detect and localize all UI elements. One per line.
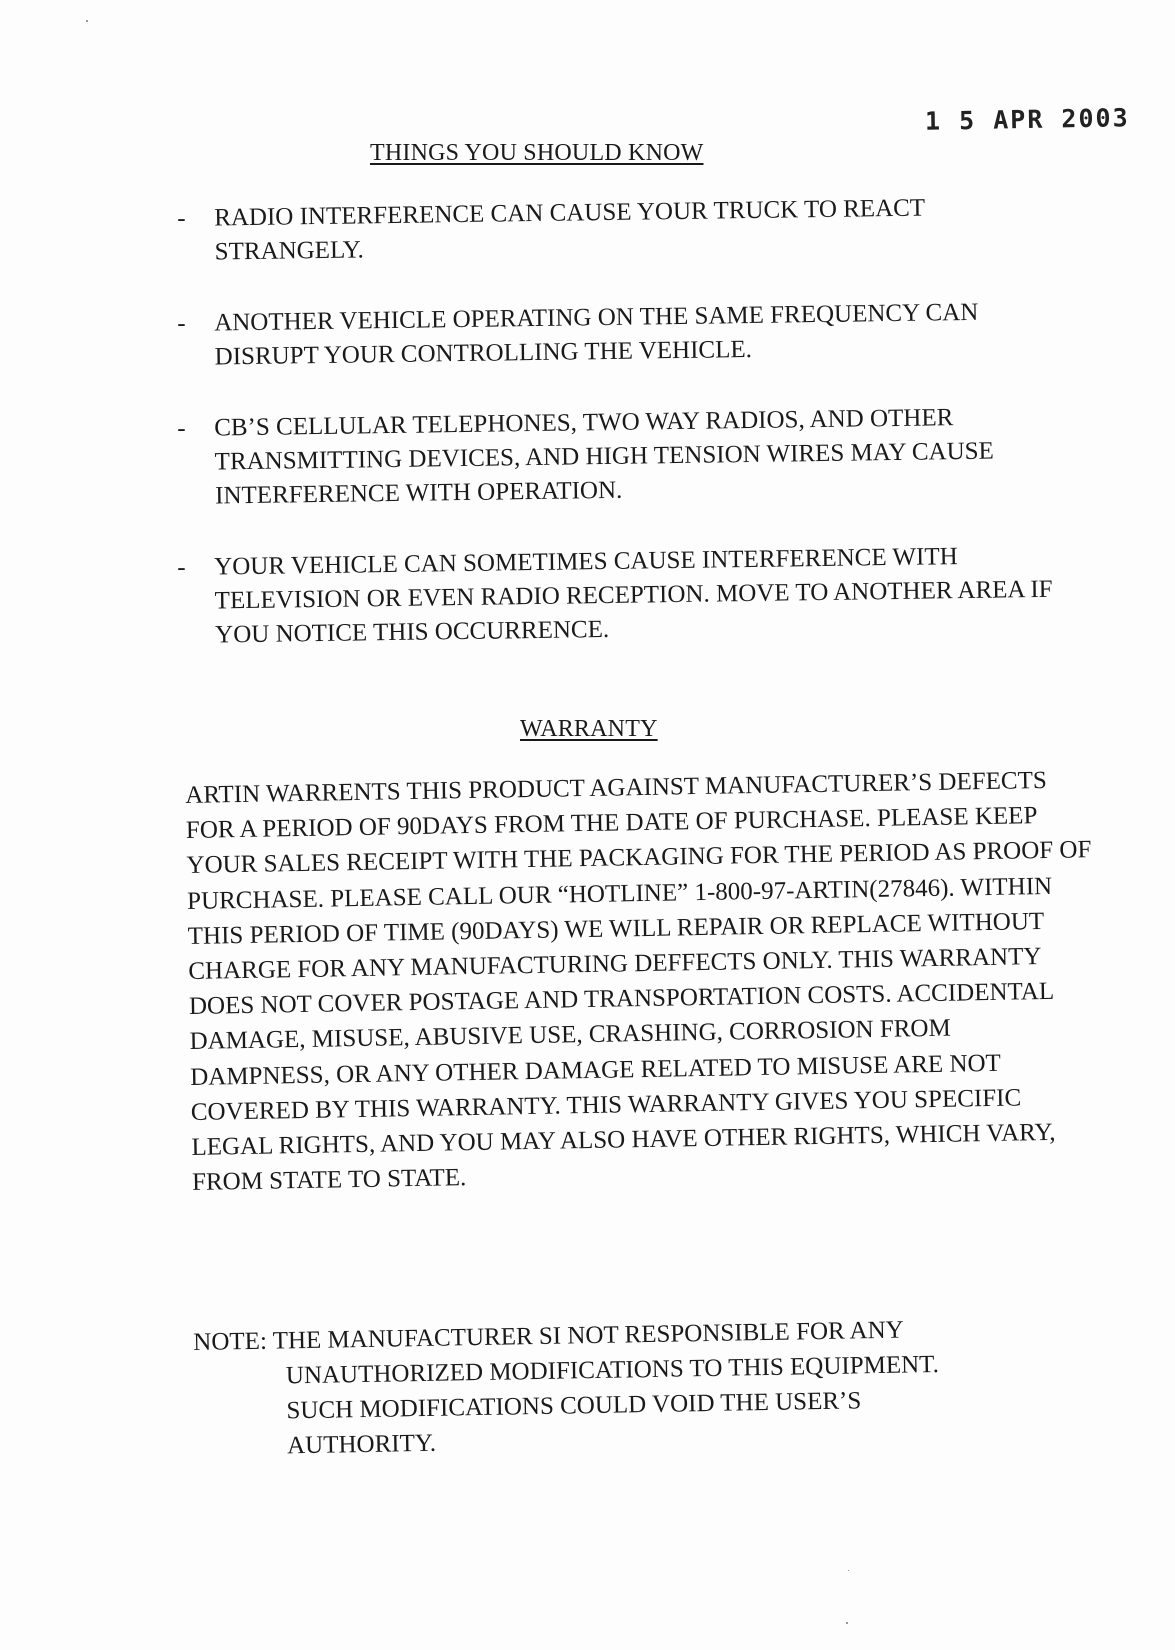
section-title-things-to-know: THINGS YOU SHOULD KNOW bbox=[370, 140, 704, 166]
list-item-text: ANOTHER VEHICLE OPERATING ON THE SAME FREQUENCY CAN DISRUPT YOUR CONTROLLING THE VEHICLE. bbox=[214, 298, 979, 371]
list-item-text: YOUR VEHICLE CAN SOMETIMES CAUSE INTERFERENCE WITH TELEVISION OR EVEN RADIO RECEPTION. MOVE TO ANOTHER AREA IF YOU NOTICE THIS OCCURRENCE. bbox=[214, 543, 1053, 649]
bullet-dash: - bbox=[177, 414, 186, 442]
bullet-dash: - bbox=[177, 204, 186, 232]
list-item bbox=[177, 538, 1108, 653]
note-first-line: THE MANUFACTURER SI NOT RESPONSIBLE FOR ANY bbox=[272, 1316, 904, 1355]
bullet-dash: - bbox=[177, 309, 186, 337]
list-item-text: RADIO INTERFERENCE CAN CAUSE YOUR TRUCK TO REACT STRANGELY. bbox=[214, 194, 925, 266]
warranty-paragraph: ARTIN WARRENTS THIS PRODUCT AGAINST MANUFACTURER’S DEFECTS FOR A PERIOD OF 90DAYS FROM THE DATE OF PURCHASE. PLEASE KEEP YOUR SALES RECEIPT WITH THE PACKAGING FOR THE PERIOD AS PROOF OF PURCHASE. PLEASE CALL OUR “HOTLINE” 1-800-97-ARTIN(27846). WITHIN THIS PERIOD OF TIME (90DAYS) WE WILL REPAIR OR REPLACE WITHOUT CHARGE FOR ANY MANUFACTURING DEFFECTS ONLY. THIS WARRANTY DOES NOT COVER POSTAGE AND TRANSPORTATION COSTS. ACCIDENTAL DAMAGE, MISUSE, ABUSIVE USE, CRASHING, CORROSION FROM DAMPNESS, OR ANY OTHER DAMAGE RELATED TO MISUSE ARE NOT COVERED BY THIS WARRANTY. THIS WARRANTY GIVES YOU SPECIFIC LEGAL RIGHTS, AND YOU MAY ALSO HAVE OTHER RIGHTS, WHICH VARY, FROM STATE TO STATE. bbox=[185, 766, 1092, 1197]
note-continuation: UNAUTHORIZED MODIFICATIONS TO THIS EQUIPMENT. SUCH MODIFICATIONS COULD VOID THE USER’S AUTHORITY. bbox=[285, 1350, 940, 1460]
scan-speck bbox=[846, 1622, 848, 1624]
things-to-know-list bbox=[177, 194, 1107, 690]
scan-speck bbox=[848, 1570, 849, 1571]
date-stamp: 1 5 APR 2003 bbox=[924, 103, 1130, 136]
section-title-warranty: WARRANTY bbox=[520, 716, 658, 742]
list-item bbox=[177, 294, 1108, 375]
list-item bbox=[177, 189, 1108, 270]
scan-speck bbox=[86, 20, 88, 22]
note-block bbox=[193, 1309, 1095, 1465]
list-item-text: CB’S CELLULAR TELEPHONES, TWO WAY RADIOS, AND OTHER TRANSMITTING DEVICES, AND HIGH TENSION WIRES MAY CAUSE INTERFERENCE WITH OPERATION. bbox=[214, 404, 995, 510]
list-item bbox=[177, 399, 1108, 514]
note-label: NOTE: bbox=[193, 1327, 268, 1356]
bullet-dash: - bbox=[177, 553, 186, 581]
